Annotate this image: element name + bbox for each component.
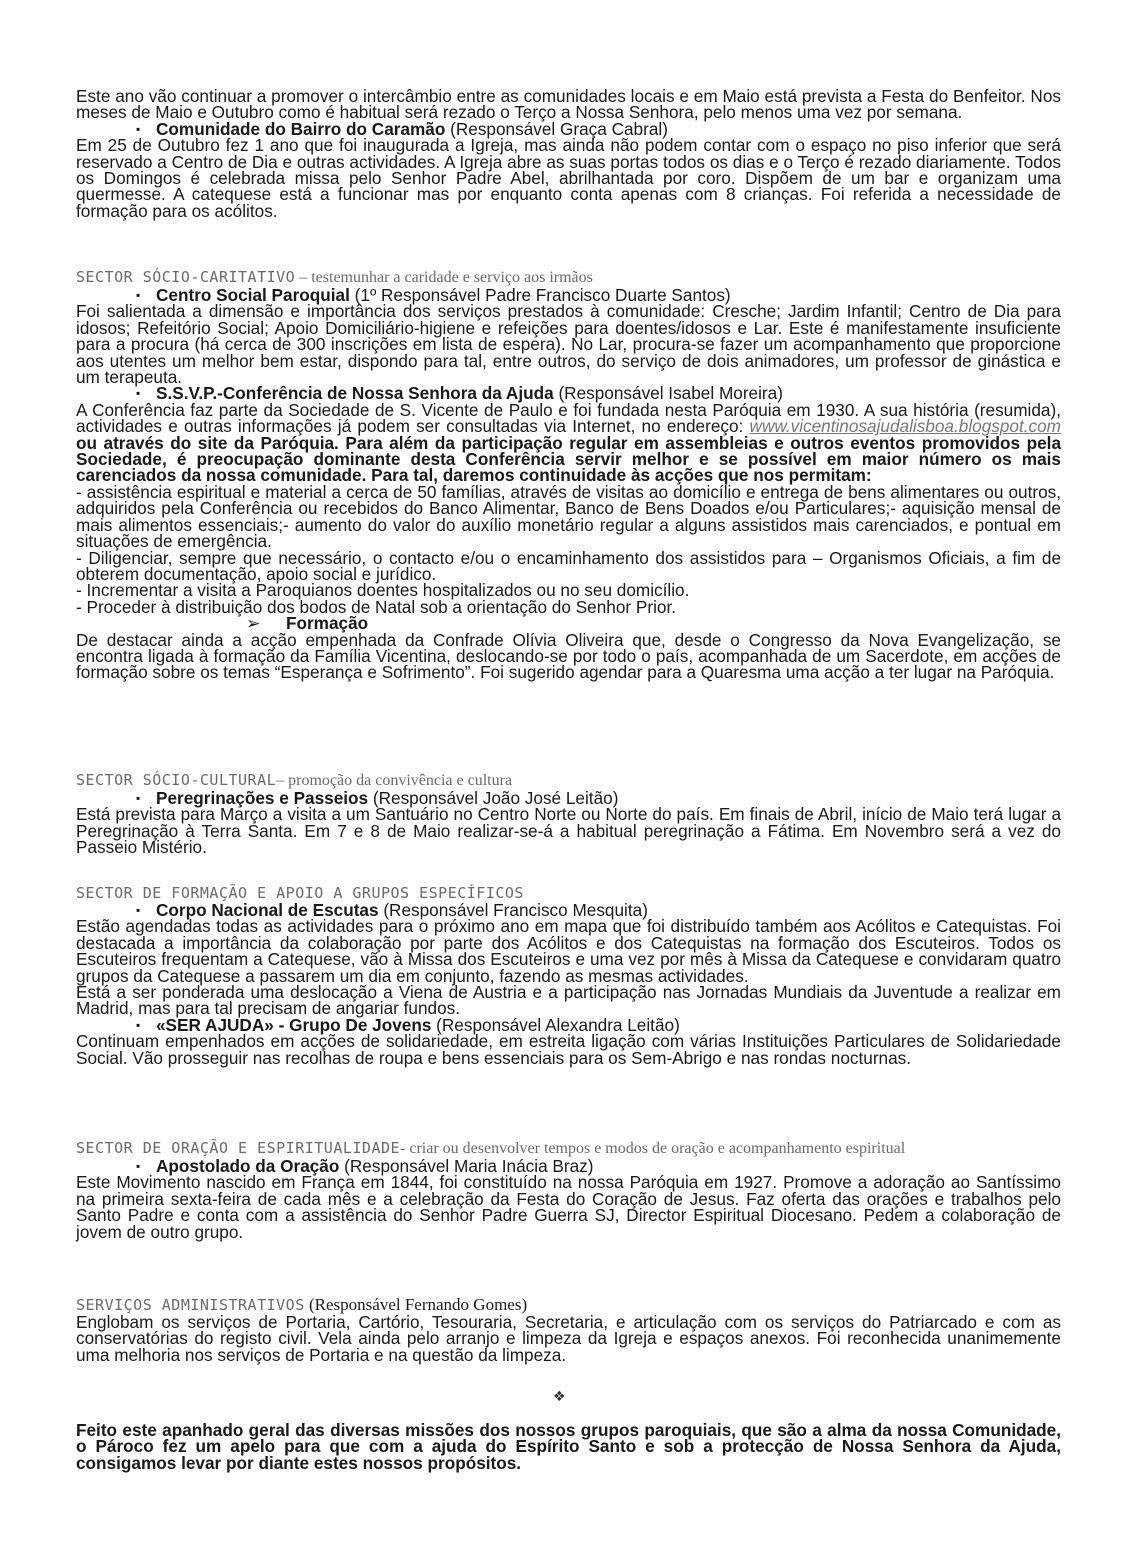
intro-section	[76, 88, 1061, 219]
peregrinacoes-paragraph: Está prevista para Março a visita a um Santuário no Centro Norte ou Norte do país. Em finais de Abril, início de Maio terá lugar a Peregrinação à Terra Santa. Em 7 e 8 de Maio realizar-se-á a habitual peregrinação a Fátima. Em Novembro será a vez do Passeio Mistério.	[76, 804, 1061, 858]
formacao-title: Formação	[286, 613, 369, 634]
bullet-icon: ▪	[136, 1017, 141, 1032]
servicos-title: SERVIÇOS ADMINISTRATIVOS	[76, 1296, 305, 1314]
caramao-resp: (Responsável Graça Cabral)	[445, 118, 668, 139]
ser-ajuda-resp: (Responsável Alexandra Leitão)	[431, 1014, 680, 1035]
apostolado-paragraph: Este Movimento nascido em França em 1844, foi constituído na nossa Paróquia em 1927. Promove a adoração ao Santíssimo na primeira sexta-feira de cada mês e a celebração da Festa do Coração de Jesus. Faz oferta das orações e trabalhos pelo Santo Padre e conta com a assistência do Senhor Padre Guerra SJ, Director Espiritual Diocesano. Pedem a colaboração de jovem de outro grupo.	[76, 1172, 1061, 1242]
ssvp-text-1: A Conferência faz parte da Sociedade de S. Vicente de Paulo e foi fundada nesta Paróquia em 1930. A sua história (resumida), actividades e outras informações já podem ser consultadas via Internet, no endereço:	[76, 399, 1061, 437]
sector-formacao-heading: SECTOR DE FORMAÇÃO E APOIO A GRUPOS ESPECÍFICOS	[76, 884, 524, 902]
ser-ajuda-title: «SER AJUDA» - Grupo De Jovens	[156, 1014, 432, 1035]
cne-resp: (Responsável Francisco Mesquita)	[378, 900, 648, 920]
ssvp-item-2: - Diligenciar, sempre que necessário, o contacto e/ou o encaminhamento dos assistidos para – Organismos Oficiais, a fim de obterem documentação, apoio social e jurídico.	[76, 547, 1061, 584]
ssvp-item-3: - Incrementar a visita a Paroquianos doentes hospitalizados ou no seu domicílio.	[76, 580, 690, 601]
peregrinacoes-title: Peregrinações e Passeios	[156, 788, 369, 808]
servicos-resp: (Responsável Fernando Gomes)	[304, 1295, 528, 1314]
ssvp-resp: (Responsável Isabel Moreira)	[553, 383, 783, 404]
cne-paragraph-2: Está a ser ponderada uma deslocação a Viena de Austria e a participação nas Jornadas Mundiais da Juventude a realizar em Madrid, mas para tal precisam de angariar fundos.	[76, 982, 1061, 1019]
peregrinacoes-resp: (Responsável João José Leitão)	[368, 788, 619, 808]
ssvp-text-2: ou através do site da Paróquia. Para além da participação regular em assembleias e outros eventos promovidos pela Sociedade, é preocupação dominante desta Conferência servir melhor e se possível em maior número os mais carenciados da nossa comunidade. Para tal, daremos continuidade às acções que nos permitam:	[76, 432, 1061, 486]
closing-section	[76, 1422, 1061, 1471]
apostolado-resp: (Responsável Maria Inácia Braz)	[339, 1156, 594, 1176]
sector-cultural-title: SECTOR SÓCIO-CULTURAL	[76, 771, 277, 789]
sector-formacao	[76, 884, 1061, 1066]
csp-resp: (1º Responsável Padre Francisco Duarte Santos)	[349, 285, 731, 305]
ssvp-item-4: - Proceder à distribuição dos bodos de Natal sob a orientação do Senhor Prior.	[76, 596, 677, 617]
blog-link[interactable]: www.vicentinosajudalisboa.blogspot.com	[749, 416, 1061, 437]
sector-cultural-subtitle: – promoção da convivência e cultura	[276, 772, 513, 789]
sector-caritativo-title: SECTOR SÓCIO-CARITATIVO	[76, 268, 296, 286]
bullet-icon: ▪	[136, 288, 141, 302]
ser-ajuda-paragraph: Continuam empenhados em acções de solidariedade, em estreita ligação com várias Instituições Particulares de Solidariedade Social. Vão prosseguir nas recolhas de roupa e bens essenciais para os Sem-Abrigo e nas rondas nocturnas.	[76, 1031, 1061, 1068]
bullet-icon: ▪	[136, 121, 141, 136]
sector-caritativo	[76, 268, 1061, 681]
formacao-paragraph: De destacar ainda a acção empenhada da Confrade Olívia Oliveira que, desde o Congresso da Nova Evangelização, se encontra ligada à formação da Família Vicentina, deslocando-se por todo o país, acompanhada de um Sacerdote, em acções de formação sobre os temas “Esperança e Sofrimento”. Foi sugerido agendar para a Quaresma uma acção a ter lugar na Paróquia.	[76, 629, 1061, 683]
intro-paragraph: Este ano vão continuar a promover o intercâmbio entre as comunidades locais e em Maio está prevista a Festa do Benfeitor. Nos meses de Maio e Outubro como é habitual será rezado o Terço a Nossa Senhora, pelo menos uma vez por semana.	[76, 86, 1061, 123]
sector-caritativo-subtitle: – testemunhar a caridade e serviço aos irmãos	[295, 269, 593, 286]
csp-title: Centro Social Paroquial	[156, 285, 350, 305]
ssvp-paragraph	[76, 399, 1061, 486]
sector-oracao-subtitle: - criar ou desenvolver tempos e modos de oração e acompanhamento espiritual	[400, 1140, 906, 1157]
closing-paragraph: Feito este apanhado geral das diversas missões dos nossos grupos paroquiais, que são a alma da nossa Comunidade, o Pároco fez um apelo para que com a ajuda do Espírito Santo e sob a protecção de Nossa Senhora da Ajuda, consigamos levar por diante estes nossos propósitos.	[76, 1420, 1061, 1473]
caramao-title: Comunidade do Bairro do Caramão	[156, 118, 446, 139]
servicos-section	[76, 1296, 1061, 1363]
cne-title: Corpo Nacional de Escutas	[156, 900, 379, 920]
caramao-paragraph: Em 25 de Outubro fez 1 ano que foi inaugurada a Igreja, mas ainda não podem contar com o espaço no piso inferior que será reservado a Centro de Dia e outras actividades. A Igreja abre as suas portas todos os dias e o Terço é rezado diariamente. Todos os Domingos é celebrada missa pelo Senhor Padre Abel, abrilhantada por coro. Dispõem de um bar e organizam uma quermesse. A catequese está a funcionar mas por enquanto conta apenas com 8 crianças. Foi referida a necessidade de formação para os acólitos.	[76, 135, 1061, 221]
ssvp-title: S.S.V.P.-Conferência de Nossa Senhora da Ajuda	[156, 383, 554, 404]
arrow-bullet-icon: ➢	[246, 613, 261, 634]
bullet-icon: ▪	[136, 791, 141, 805]
bullet-icon: ▪	[136, 386, 141, 401]
cne-paragraph: Estão agendadas todas as actividades para o próximo ano em mapa que foi distribuído também aos Acólitos e Catequistas. Foi destacada a importância da colaboração por parte dos Acólitos e dos Catequistas na formação dos Escuteiros. Todos os Escuteiros frequentam a Catequese, vão à Missa dos Escuteiros e uma vez por mês à Missa da Catequese e convidaram quatro grupos da Catequese a passarem um dia em conjunto, fazendo as mesmas actividades.	[76, 916, 1061, 986]
bullet-icon: ▪	[136, 1159, 141, 1173]
separator-icon: ❖	[553, 1388, 566, 1404]
apostolado-title: Apostolado da Oração	[156, 1156, 340, 1176]
servicos-paragraph: Englobam os serviços de Portaria, Cartório, Tesouraria, Secretaria, e articulação com os serviços do Patriarcado e com as conservatórias do registo civil. Vela ainda pelo arranjo e limpeza da Igreja e espaços anexos. Foi reconhecida unanimemente uma melhoria nos serviços de Portaria e na questão da limpeza.	[76, 1312, 1061, 1365]
sector-cultural	[76, 771, 1061, 856]
csp-paragraph: Foi salientada a dimensão e importância dos serviços prestados à comunidade: Cresche; Jardim Infantil; Centro de Dia para idosos; Refeitório Social; Apoio Domiciliário-higiene e refeições para doentes/idosos e Lar. Este é manifestamente insuficiente para a procura (há cerca de 300 inscrições em lista de espera). No Lar, procura-se fazer um acompanhamento que proporcione aos utentes um melhor bem estar, dispondo para tal, entre outros, do serviço de dois animadores, um professor de ginástica e um terapeuta.	[76, 301, 1061, 388]
sector-oracao	[76, 1139, 1061, 1240]
bullet-icon: ▪	[136, 903, 141, 917]
sector-oracao-title: SECTOR DE ORAÇÃO E ESPIRITUALIDADE	[76, 1139, 401, 1157]
ssvp-item-1: - assistência espiritual e material a cerca de 50 famílias, através de visitas ao domicílio e entrega de bens alimentares ou outros, adquiridos pela Conferência ou recebidos do Banco Alimentar, Banco de Bens Doados e/ou Particulares;- aquisição mensal de mais alimentos essenciais;- aumento do valor do auxílio monetário regular a alguns assistidos mais carenciados, e pontual em situações de emergência.	[76, 481, 1061, 552]
